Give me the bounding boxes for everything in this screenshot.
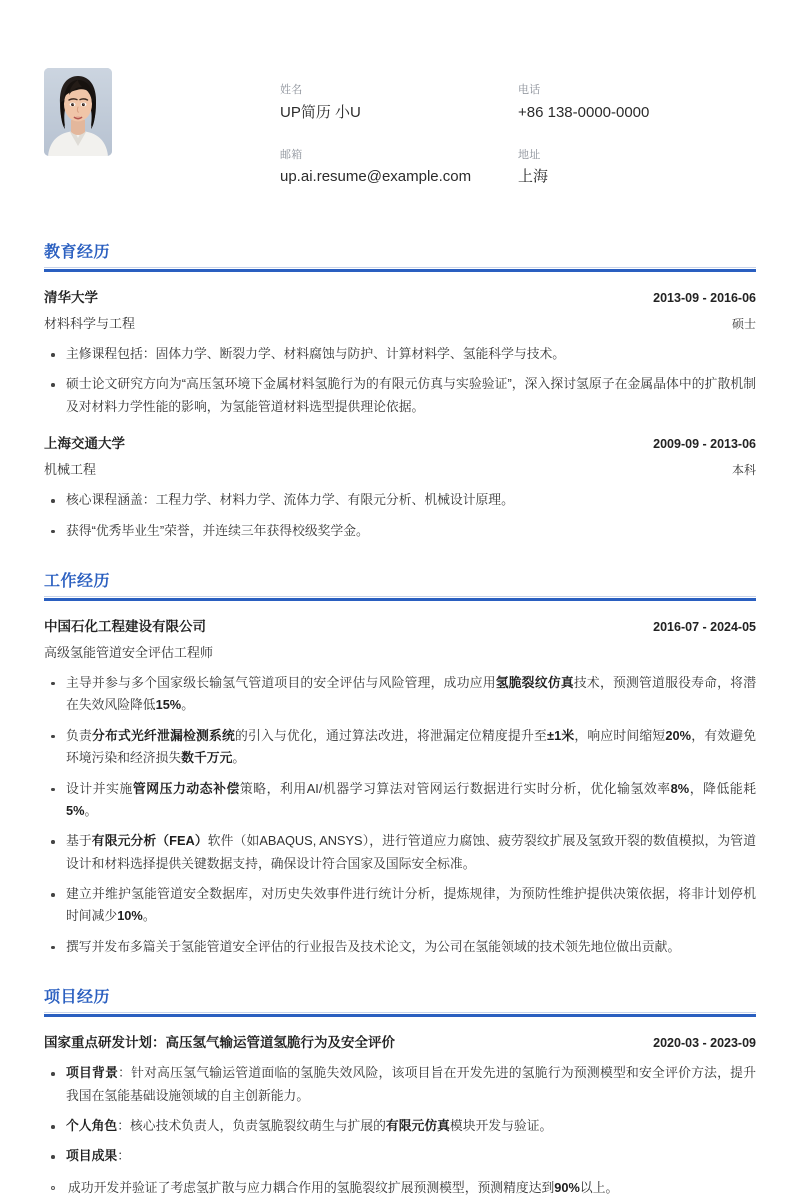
field-value: +86 138-0000-0000 — [518, 103, 650, 121]
section-divider-accent — [44, 269, 756, 272]
body-text: 主修课程包括：固体力学、断裂力学、材料腐蚀与防护、计算材料学、氢能科学与技术。 — [66, 346, 566, 361]
body-text: 。 — [84, 802, 98, 818]
resume-header — [44, 0, 756, 229]
body-text: 核心课程涵盖：工程力学、材料力学、流体力学、有限元分析、机械设计原理。 — [66, 492, 514, 508]
body-text: 以上。 — [579, 1179, 619, 1195]
bullet-item — [44, 778, 756, 823]
body-text: 技术，预测管道服役寿命，将潜在失效风险降低 — [66, 674, 757, 713]
field-value: UP简历 小U — [280, 103, 361, 121]
body-text: 设计并实施 — [66, 780, 133, 796]
entry-role: 高级氢能管道安全评估工程师 — [44, 644, 214, 660]
entry-organization: 上海交通大学 — [44, 436, 125, 452]
body-text: ，响应时间缩短 — [574, 727, 666, 743]
highlight-text: 分布式光纤泄漏检测系统 — [92, 727, 236, 743]
bullet-item — [44, 1145, 756, 1167]
body-text: 建立并维护氢能管道安全数据库，对历史失效事件进行统计分析，提炼规律，为预防性维护提供决策依据，将非计划停机时间减少 — [66, 886, 756, 924]
body-text: 策略，利用AI/机器学习算法对管网运行数据进行实时分析，优化输氢效率 — [239, 780, 671, 796]
body-text: 基于 — [66, 833, 92, 849]
section-title: 项目经历 — [44, 989, 111, 1007]
body-text: ：核心技术负责人，负责氢脆裂纹萌生与扩展的 — [117, 1118, 386, 1134]
resume-entry — [44, 1031, 756, 1199]
field-label: 电话 — [518, 84, 541, 96]
entry-bullet-list — [44, 343, 756, 418]
resume-section — [44, 239, 756, 542]
entry-organization: 清华大学 — [44, 290, 98, 305]
entry-subheader — [44, 313, 756, 332]
contact-fields — [280, 68, 756, 211]
section-divider — [44, 596, 756, 601]
resume-section — [44, 568, 756, 958]
highlight-text: 10% — [117, 908, 143, 924]
entry-bullet-list — [44, 1062, 756, 1168]
body-text: 主导并参与多个国家级长输氢气管道项目的安全评估与风险管理，成功应用 — [66, 674, 496, 690]
section-title: 工作经历 — [44, 572, 111, 590]
entry-date-range: 2016-07 - 2024-05 — [653, 619, 756, 634]
photo-container — [44, 68, 112, 156]
entry-organization: 中国石化工程建设有限公司 — [44, 618, 206, 634]
entry-header — [44, 615, 756, 635]
entry-role: 材料科学与工程 — [44, 316, 136, 331]
bullet-item — [44, 343, 756, 365]
contact-field-address — [518, 147, 756, 190]
entry-bullet-list — [44, 489, 756, 542]
section-title: 教育经历 — [44, 244, 111, 261]
profile-photo — [44, 68, 112, 156]
body-text: 。 — [232, 750, 246, 766]
entry-bullet-list — [44, 672, 756, 958]
resume-entry — [44, 432, 756, 542]
highlight-text: 有限元仿真 — [385, 1118, 450, 1134]
bullet-item — [44, 883, 756, 928]
highlight-text: 8% — [670, 780, 690, 796]
entry-sub-bullet-list — [44, 1177, 756, 1199]
entry-header — [44, 1031, 756, 1051]
field-value: up.ai.resume@example.com — [280, 168, 472, 185]
bullet-item — [44, 1062, 756, 1107]
body-text: ：针对高压氢气输运管道面临的氢脆失效风险，该项目旨在开发先进的氢脆行为预测模型和安全评价方法，提升我国在氢能基础设施领域的自主创新能力。 — [66, 1065, 757, 1103]
resume-entry — [44, 286, 756, 418]
field-label: 地址 — [518, 148, 541, 161]
entry-degree: 硕士 — [731, 317, 756, 331]
highlight-text: 有限元分析（FEA） — [91, 833, 208, 849]
highlight-text: 15% — [155, 697, 182, 713]
body-text: 模块开发与验证。 — [449, 1118, 553, 1134]
body-text: 撰写并发布多篇关于氢能管道安全评估的行业报告及技术论文，为公司在氢能领域的技术领先地位做出贡献。 — [66, 938, 681, 954]
section-divider-accent — [44, 598, 756, 601]
entry-subheader — [44, 459, 756, 478]
entry-header — [44, 286, 756, 306]
resume-sections — [44, 239, 756, 1199]
bullet-item — [44, 672, 756, 717]
highlight-text: 5% — [66, 802, 85, 818]
field-label: 邮箱 — [280, 148, 303, 161]
body-text: 。 — [181, 697, 194, 713]
highlight-text: ±1米 — [547, 727, 575, 743]
body-text: 获得“优秀毕业生”荣誉，并连续三年获得校级奖学金。 — [66, 522, 369, 538]
bullet-item — [44, 373, 756, 418]
entry-role: 机械工程 — [44, 462, 97, 478]
resume-entry — [44, 615, 756, 958]
highlight-text: 数千万元 — [181, 750, 233, 766]
entry-date-range: 2013-09 - 2016-06 — [653, 291, 756, 305]
entry-degree: 本科 — [731, 463, 756, 478]
entry-header — [44, 432, 756, 452]
bullet-item — [44, 489, 756, 511]
highlight-text: 项目背景 — [66, 1065, 119, 1081]
contact-field-email — [280, 147, 518, 190]
body-text: 负责 — [66, 727, 93, 743]
body-text: 硕士论文研究方向为“高压氢环境下金属材料氢脆行为的有限元仿真与实验验证”，深入探讨氢原子在金属晶体中的扩散机制及对材料力学性能的影响，为氢能管道材料选型提供理论依据。 — [66, 376, 756, 414]
body-text: 软件（如ABAQUS, ANSYS），进行管道应力腐蚀、疲劳裂纹扩展及氢致开裂的数值模拟，为管道设计和材料选择提供关键数据支持，确保设计符合国家及国际安全标准。 — [66, 833, 756, 871]
bullet-item — [44, 520, 756, 542]
bullet-item — [44, 830, 756, 875]
body-text: 。 — [142, 908, 156, 924]
bullet-item — [44, 725, 756, 770]
body-text: 的引入与优化，通过算法改进，将泄漏定位精度提升至 — [235, 727, 548, 743]
highlight-text: 项目成果 — [66, 1148, 118, 1164]
body-text: ，有效避免环境污染和经济损失 — [66, 727, 757, 766]
body-text: ，降低能耗 — [689, 780, 757, 796]
highlight-text: 90% — [554, 1179, 580, 1195]
body-text: 成功开发并验证了考虑氢扩散与应力耦合作用的氢脆裂纹扩展预测模型，预测精度达到 — [68, 1179, 555, 1195]
highlight-text: 20% — [665, 727, 692, 743]
field-value: 上海 — [518, 168, 549, 185]
sub-bullet-item — [44, 1177, 756, 1199]
highlight-text: 个人角色 — [66, 1118, 118, 1134]
highlight-text: 氢脆裂纹仿真 — [495, 674, 574, 690]
resume-section — [44, 984, 756, 1199]
section-divider-accent — [44, 1014, 756, 1017]
entry-date-range: 2009-09 - 2013-06 — [653, 437, 756, 452]
entry-organization: 国家重点研发计划：高压氢气输运管道氢脆行为及安全评价 — [44, 1035, 395, 1051]
body-text: ： — [117, 1148, 130, 1164]
entry-date-range: 2020-03 - 2023-09 — [653, 1036, 756, 1051]
section-divider — [44, 267, 756, 272]
highlight-text: 管网压力动态补偿 — [132, 780, 240, 796]
bullet-item — [44, 1115, 756, 1137]
contact-field-name — [280, 82, 518, 125]
contact-field-phone — [518, 82, 756, 125]
section-divider — [44, 1012, 756, 1017]
bullet-item — [44, 936, 756, 958]
field-label: 姓名 — [280, 84, 303, 96]
entry-subheader — [44, 642, 756, 661]
